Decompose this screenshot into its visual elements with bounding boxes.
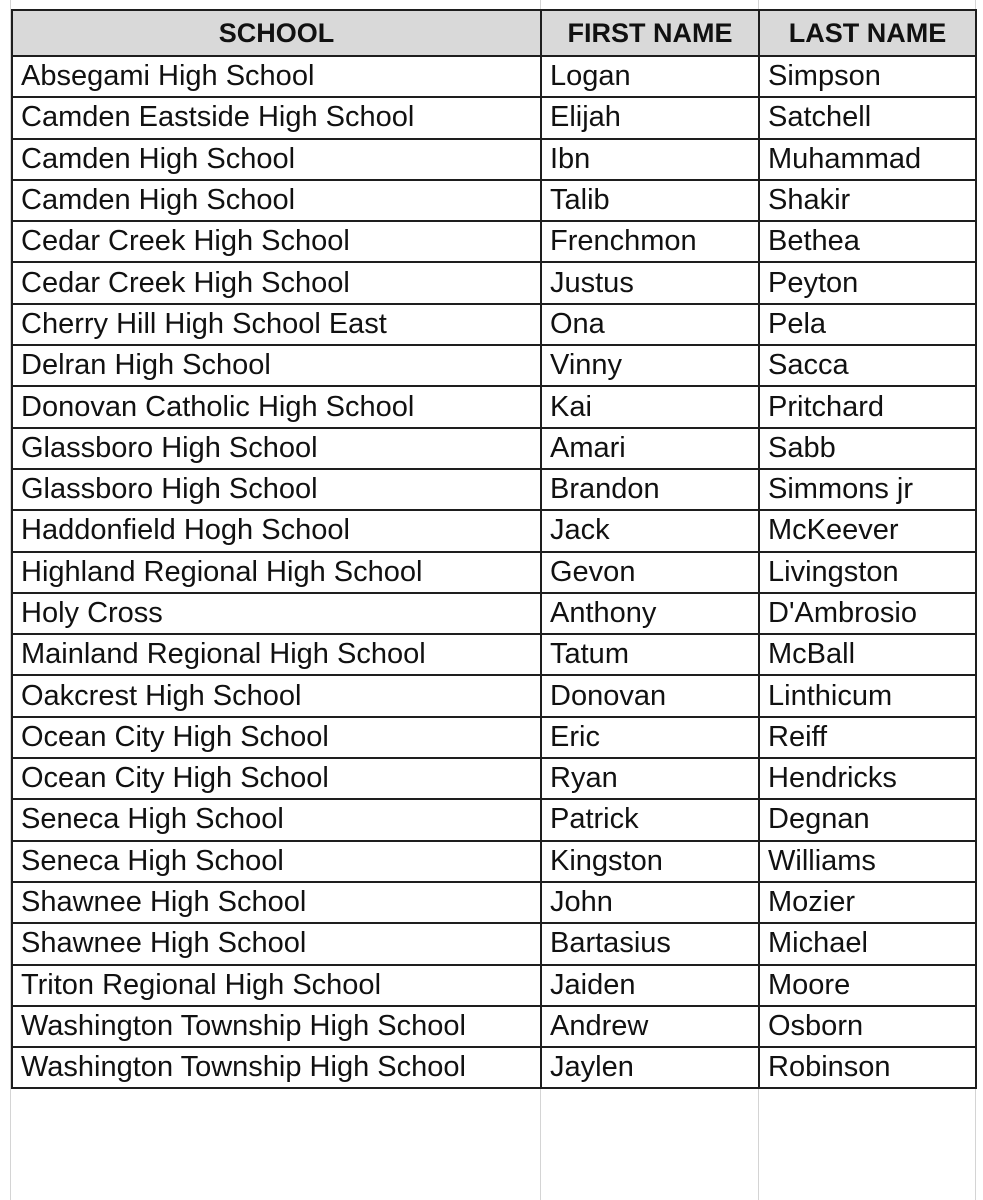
first-name-cell[interactable]: John	[541, 882, 759, 923]
last-name-cell[interactable]: Moore	[759, 965, 976, 1006]
school-cell[interactable]: Camden High School	[12, 180, 541, 221]
last-name-cell[interactable]: Simmons jr	[759, 469, 976, 510]
table-row	[12, 469, 976, 510]
first-name-cell[interactable]: Justus	[541, 262, 759, 303]
first-name-cell[interactable]: Amari	[541, 428, 759, 469]
last-name-cell[interactable]: Reiff	[759, 717, 976, 758]
first-name-cell[interactable]: Frenchmon	[541, 221, 759, 262]
header-row	[12, 10, 976, 56]
last-name-cell[interactable]: Michael	[759, 923, 976, 964]
school-cell[interactable]: Shawnee High School	[12, 923, 541, 964]
last-name-cell[interactable]: Linthicum	[759, 675, 976, 716]
first-name-cell[interactable]: Jaylen	[541, 1047, 759, 1088]
last-name-cell[interactable]: McBall	[759, 634, 976, 675]
first-name-cell[interactable]: Ryan	[541, 758, 759, 799]
first-name-cell[interactable]: Kai	[541, 386, 759, 427]
first-name-cell[interactable]: Elijah	[541, 97, 759, 138]
school-cell[interactable]: Washington Township High School	[12, 1047, 541, 1088]
table-row	[12, 675, 976, 716]
table-row	[12, 799, 976, 840]
school-cell[interactable]: Camden Eastside High School	[12, 97, 541, 138]
table-row	[12, 97, 976, 138]
first-name-cell[interactable]: Vinny	[541, 345, 759, 386]
table-row	[12, 304, 976, 345]
table-row	[12, 262, 976, 303]
last-name-cell[interactable]: Simpson	[759, 56, 976, 97]
table-row	[12, 841, 976, 882]
last-name-cell[interactable]: Robinson	[759, 1047, 976, 1088]
school-cell[interactable]: Triton Regional High School	[12, 965, 541, 1006]
school-cell[interactable]: Oakcrest High School	[12, 675, 541, 716]
school-cell[interactable]: Delran High School	[12, 345, 541, 386]
last-name-cell[interactable]: D'Ambrosio	[759, 593, 976, 634]
table-row	[12, 386, 976, 427]
school-cell[interactable]: Holy Cross	[12, 593, 541, 634]
school-cell[interactable]: Seneca High School	[12, 841, 541, 882]
last-name-cell[interactable]: Bethea	[759, 221, 976, 262]
school-cell[interactable]: Glassboro High School	[12, 428, 541, 469]
first-name-cell[interactable]: Ibn	[541, 139, 759, 180]
first-name-cell[interactable]: Talib	[541, 180, 759, 221]
last-name-cell[interactable]: Osborn	[759, 1006, 976, 1047]
table-row	[12, 221, 976, 262]
table-row	[12, 345, 976, 386]
last-name-cell[interactable]: Williams	[759, 841, 976, 882]
roster-table	[11, 9, 977, 1089]
table-row	[12, 56, 976, 97]
first-name-cell[interactable]: Kingston	[541, 841, 759, 882]
school-cell[interactable]: Highland Regional High School	[12, 552, 541, 593]
last-name-cell[interactable]: Hendricks	[759, 758, 976, 799]
table-row	[12, 428, 976, 469]
header-first-name[interactable]: FIRST NAME	[541, 10, 759, 56]
header-school[interactable]: SCHOOL	[12, 10, 541, 56]
first-name-cell[interactable]: Jaiden	[541, 965, 759, 1006]
last-name-cell[interactable]: Sabb	[759, 428, 976, 469]
first-name-cell[interactable]: Bartasius	[541, 923, 759, 964]
last-name-cell[interactable]: Shakir	[759, 180, 976, 221]
last-name-cell[interactable]: Pritchard	[759, 386, 976, 427]
last-name-cell[interactable]: Pela	[759, 304, 976, 345]
first-name-cell[interactable]: Andrew	[541, 1006, 759, 1047]
first-name-cell[interactable]: Ona	[541, 304, 759, 345]
school-cell[interactable]: Glassboro High School	[12, 469, 541, 510]
last-name-cell[interactable]: Sacca	[759, 345, 976, 386]
first-name-cell[interactable]: Gevon	[541, 552, 759, 593]
school-cell[interactable]: Donovan Catholic High School	[12, 386, 541, 427]
first-name-cell[interactable]: Brandon	[541, 469, 759, 510]
last-name-cell[interactable]: Degnan	[759, 799, 976, 840]
table-row	[12, 593, 976, 634]
last-name-cell[interactable]: Satchell	[759, 97, 976, 138]
table-row	[12, 717, 976, 758]
first-name-cell[interactable]: Eric	[541, 717, 759, 758]
first-name-cell[interactable]: Logan	[541, 56, 759, 97]
roster-body	[12, 56, 976, 1088]
school-cell[interactable]: Camden High School	[12, 139, 541, 180]
school-cell[interactable]: Mainland Regional High School	[12, 634, 541, 675]
table-row	[12, 139, 976, 180]
school-cell[interactable]: Cedar Creek High School	[12, 221, 541, 262]
header-last-name[interactable]: LAST NAME	[759, 10, 976, 56]
table-row	[12, 634, 976, 675]
school-cell[interactable]: Washington Township High School	[12, 1006, 541, 1047]
school-cell[interactable]: Cherry Hill High School East	[12, 304, 541, 345]
table-row	[12, 552, 976, 593]
table-row	[12, 965, 976, 1006]
school-cell[interactable]: Cedar Creek High School	[12, 262, 541, 303]
first-name-cell[interactable]: Patrick	[541, 799, 759, 840]
table-row	[12, 882, 976, 923]
table-row	[12, 923, 976, 964]
first-name-cell[interactable]: Donovan	[541, 675, 759, 716]
table-row	[12, 510, 976, 551]
last-name-cell[interactable]: McKeever	[759, 510, 976, 551]
school-cell[interactable]: Ocean City High School	[12, 717, 541, 758]
table-row	[12, 1006, 976, 1047]
first-name-cell[interactable]: Anthony	[541, 593, 759, 634]
school-cell[interactable]: Haddonfield Hogh School	[12, 510, 541, 551]
school-cell[interactable]: Ocean City High School	[12, 758, 541, 799]
last-name-cell[interactable]: Peyton	[759, 262, 976, 303]
table-row	[12, 1047, 976, 1088]
table-row	[12, 180, 976, 221]
school-cell[interactable]: Absegami High School	[12, 56, 541, 97]
last-name-cell[interactable]: Mozier	[759, 882, 976, 923]
table-row	[12, 758, 976, 799]
last-name-cell[interactable]: Livingston	[759, 552, 976, 593]
school-cell[interactable]: Seneca High School	[12, 799, 541, 840]
first-name-cell[interactable]: Tatum	[541, 634, 759, 675]
last-name-cell[interactable]: Muhammad	[759, 139, 976, 180]
school-cell[interactable]: Shawnee High School	[12, 882, 541, 923]
first-name-cell[interactable]: Jack	[541, 510, 759, 551]
